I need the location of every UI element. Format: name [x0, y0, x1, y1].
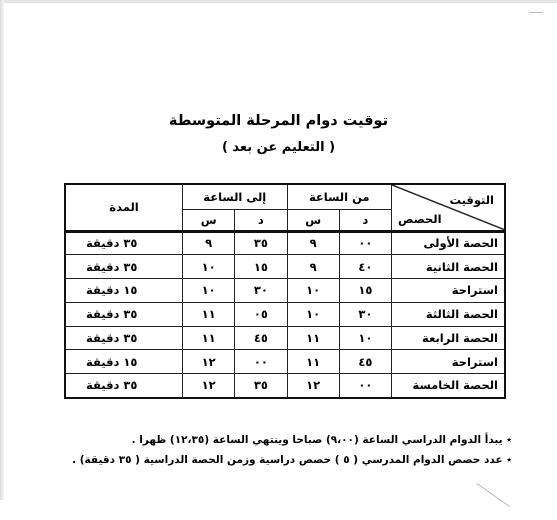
- to-hour: ٩: [183, 231, 235, 255]
- scan-mark: [529, 2, 543, 13]
- table-row: [65, 279, 505, 303]
- from-minute: ٠٠: [339, 231, 391, 255]
- corner-label-periods: الحصص: [398, 211, 442, 226]
- from-minute: ١٠: [339, 326, 391, 350]
- duration: ٣٥ دقيقة: [65, 302, 183, 326]
- table-row: [65, 302, 505, 326]
- period-name: الحصة الثانية: [392, 255, 506, 279]
- to-minute: ٣٠: [235, 279, 287, 303]
- to-time-header: إلى الساعة: [183, 184, 288, 209]
- period-name: الحصة الرابعة: [392, 326, 506, 350]
- duration: ٣٥ دقيقة: [65, 374, 183, 398]
- period-name: الحصة الثالثة: [392, 302, 506, 326]
- duration: ١٥ دقيقة: [65, 350, 183, 374]
- from-minute: ٤٥: [339, 350, 391, 374]
- from-time-header: من الساعة: [287, 184, 392, 209]
- from-minute: ٤٠: [339, 255, 391, 279]
- note-item: ٭ يبدأ الدوام الدراسي الساعة (٩،٠٠) صباحا وينتهي الساعة (١٢،٣٥) ظهرا .: [131, 434, 512, 446]
- from-minute: ٠٠: [339, 374, 391, 398]
- to-minute: ٣٥: [235, 231, 287, 255]
- period-name: الحصة الخامسة: [392, 374, 506, 398]
- note-item: ٭ عدد حصص الدوام المدرسي ( ٥ ) حصص دراسية وزمن الحصة الدراسية ( ٣٥ دقيقة) .: [72, 454, 512, 466]
- to-hour: ١٢: [183, 374, 235, 398]
- table-row: [65, 374, 505, 398]
- duration-header: المدة: [65, 184, 183, 231]
- duration: ٣٥ دقيقة: [65, 231, 183, 255]
- from-hour: ١٠: [287, 302, 339, 326]
- from-hour: ١٠: [287, 279, 339, 303]
- to-hour: ١١: [183, 326, 235, 350]
- from-minute: ٣٠: [339, 302, 391, 326]
- to-hour: ١٠: [183, 255, 235, 279]
- table-row: [65, 231, 505, 255]
- to-minute: ٠٠: [235, 350, 287, 374]
- to-hour-header: س: [183, 209, 235, 231]
- page-edge: [0, 0, 557, 3]
- document-title: توقيت دوام المرحلة المتوسطة: [168, 113, 389, 129]
- to-minute-header: د: [235, 209, 287, 231]
- schedule-table: [64, 183, 506, 399]
- to-minute: ٠٥: [235, 302, 287, 326]
- from-hour: ١٢: [287, 374, 339, 398]
- duration: ١٥ دقيقة: [65, 279, 183, 303]
- period-name: الحصة الأولى: [392, 231, 506, 255]
- corner-label-timing: التوقيت: [449, 193, 494, 207]
- from-minute: ١٥: [339, 279, 391, 303]
- to-minute: ٤٥: [235, 326, 287, 350]
- table-row: [65, 350, 505, 374]
- from-hour-header: س: [287, 209, 339, 231]
- scan-mark: [467, 483, 510, 520]
- to-hour: ١٠: [183, 279, 235, 303]
- to-minute: ٣٥: [235, 374, 287, 398]
- to-hour: ١١: [183, 302, 235, 326]
- table-row: [65, 326, 505, 350]
- period-name: استراحة: [392, 350, 506, 374]
- document-subtitle: ( التعليم عن بعد ): [221, 140, 336, 155]
- corner-header-cell: [392, 184, 506, 231]
- notes-section: [66, 430, 512, 470]
- page-edge-shadow: [0, 0, 4, 500]
- from-hour: ١١: [287, 350, 339, 374]
- from-hour: ١١: [287, 326, 339, 350]
- from-hour: ٩: [287, 255, 339, 279]
- to-hour: ١٢: [183, 350, 235, 374]
- period-name: استراحة: [392, 279, 506, 303]
- duration: ٣٥ دقيقة: [65, 255, 183, 279]
- from-hour: ٩: [287, 231, 339, 255]
- duration: ٣٥ دقيقة: [65, 326, 183, 350]
- table-row: [65, 255, 505, 279]
- to-minute: ١٥: [235, 255, 287, 279]
- from-minute-header: د: [339, 209, 391, 231]
